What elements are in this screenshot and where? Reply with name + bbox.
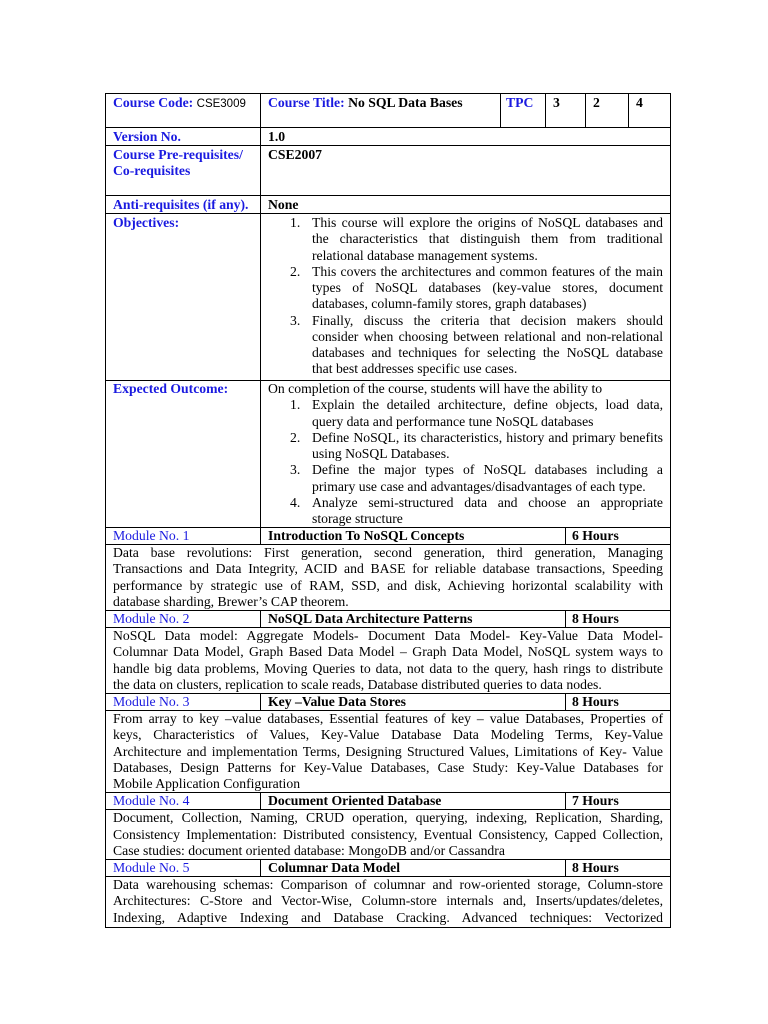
module-3-hours: 8 Hours bbox=[565, 694, 670, 710]
module-2-description-line: NoSQL Data model: Aggregate Models- Document Data Model- Key-Value Data Model- bbox=[113, 628, 663, 643]
tpc-credits: 4 bbox=[628, 94, 670, 127]
module-3-header-row bbox=[106, 694, 670, 711]
module-2-description-line: handle big data problems, Moving Queries to data, not data to the query, hash rings to distribute bbox=[113, 660, 663, 676]
objectives-list bbox=[260, 214, 670, 380]
module-3-description-line: Databases, Design Patterns for Key-Value Databases, Case Study: Key-Value Databases for bbox=[113, 759, 663, 775]
module-5-title: Columnar Data Model bbox=[260, 860, 565, 876]
module-3-number: Module No. 3 bbox=[113, 694, 190, 709]
objective-text-line: relational database management systems. bbox=[312, 247, 538, 263]
prerequisites-row bbox=[106, 146, 670, 196]
tpc-theory: 3 bbox=[545, 94, 585, 127]
outcome-cell bbox=[260, 381, 670, 527]
prerequisites-label: Course Pre-requisites/ Co-requisites bbox=[113, 147, 243, 179]
objective-item-1 bbox=[268, 215, 663, 264]
objective-text-line: This course will explore the origins of NoSQL databases and bbox=[312, 215, 663, 230]
objectives-row bbox=[106, 214, 670, 381]
prerequisites-value: CSE2007 bbox=[260, 146, 670, 195]
module-2-description bbox=[106, 628, 670, 694]
module-1-description-line: performance by strategic use of RAM, SSD, and disk, Achieving horizontal scalability with bbox=[113, 577, 663, 593]
outcome-intro: On completion of the course, students will have the ability to bbox=[268, 381, 603, 396]
module-1-title: Introduction To NoSQL Concepts bbox=[260, 528, 565, 544]
objective-text-line: This covers the architectures and common features of the main bbox=[312, 263, 663, 279]
module-5-description-line: Indexing, Adaptive Indexing and Database Cracking. Advanced techniques: Vectorized bbox=[113, 909, 663, 925]
outcome-text-line: Define the major types of NoSQL databases including a bbox=[312, 462, 663, 478]
outcome-number: 1. bbox=[290, 397, 301, 413]
outcome-number: 3. bbox=[290, 462, 301, 478]
module-5-description-line: Data warehousing schemas: Comparison of columnar and row-oriented storage, Column-store bbox=[113, 877, 663, 892]
module-5-description bbox=[106, 877, 670, 928]
course-title-label: Course Title: bbox=[268, 95, 345, 110]
module-2-hours: 8 Hours bbox=[565, 611, 670, 627]
course-title: No SQL Data Bases bbox=[348, 95, 463, 110]
objective-text bbox=[312, 313, 663, 378]
objective-number: 2. bbox=[290, 263, 301, 279]
outcome-text bbox=[312, 495, 663, 528]
objective-text-line: that best addresses specific use cases. bbox=[312, 361, 518, 377]
module-2-title: NoSQL Data Architecture Patterns bbox=[260, 611, 565, 627]
objective-number: 1. bbox=[290, 215, 301, 230]
objective-item-3 bbox=[268, 313, 663, 378]
outcome-item-3 bbox=[268, 462, 663, 495]
outcome-list bbox=[268, 397, 663, 527]
outcome-item-4 bbox=[268, 495, 663, 528]
objective-number: 3. bbox=[290, 312, 301, 328]
course-table bbox=[105, 93, 671, 928]
outcome-item-1 bbox=[268, 397, 663, 430]
course-code-label: Course Code: bbox=[113, 95, 194, 110]
module-2-description-line: Columnar Data Model, Graph Based Data Model – Graph Data Model, NoSQL system ways to bbox=[113, 644, 663, 660]
module-1-description-line: database sharding, Brewer’s CAP theorem. bbox=[113, 593, 349, 609]
objective-text-line: databases and techniques for selecting the NoSQL database bbox=[312, 345, 663, 360]
module-1-hours: 6 Hours bbox=[565, 528, 670, 544]
outcome-number: 4. bbox=[290, 494, 301, 510]
antirequisites-label: Anti-requisites (if any). bbox=[113, 197, 249, 212]
module-1-header-row bbox=[106, 528, 670, 545]
module-2-number: Module No. 2 bbox=[113, 611, 190, 626]
version-value: 1.0 bbox=[260, 128, 670, 145]
objective-text-line: the characteristics that distinguish them from traditional bbox=[312, 231, 663, 247]
outcome-text-line: primary use case and advantages/disadvantages of each type. bbox=[312, 478, 646, 494]
module-4-description-line: Document, Collection, Naming, CRUD operation, querying, indexing, Replication, Sharding, bbox=[113, 810, 663, 826]
module-3-description-line: From array to key –value databases, Essential features of key – value Databases, Properties of bbox=[113, 711, 663, 726]
module-4-description-line: Consistency Implementation: Distributed consistency, Eventual Consistency, Capped Collection, bbox=[113, 826, 663, 842]
outcome-text-line: using NoSQL Databases. bbox=[312, 446, 450, 461]
module-4-description bbox=[106, 810, 670, 860]
outcome-label: Expected Outcome: bbox=[113, 381, 229, 396]
module-5-header-row bbox=[106, 860, 670, 877]
outcome-text-line: Analyze semi-structured data and choose an appropriate bbox=[312, 494, 663, 510]
objective-item-2 bbox=[268, 264, 663, 313]
module-3-description-line: keys, Characteristics of Values, Key-Value Database Data Modeling Terms, Key-Value bbox=[113, 727, 663, 743]
module-4-title: Document Oriented Database bbox=[260, 793, 565, 809]
course-code-cell bbox=[106, 94, 260, 127]
objective-text bbox=[312, 215, 663, 264]
outcome-text-line: query data and performance tune NoSQL databases bbox=[312, 413, 594, 429]
outcome-row bbox=[106, 381, 670, 528]
outcome-text bbox=[312, 430, 663, 463]
outcome-text bbox=[312, 397, 663, 430]
objective-text bbox=[312, 264, 663, 313]
module-3-description-line: Architecture and implementation Terms, Designing Structured Values, Limitations of Key- Value bbox=[113, 743, 663, 759]
module-1-description-line: Transactions and Data Integrity, ACID and BASE for reliable database transactions, Speeding bbox=[113, 561, 663, 577]
outcome-text-line: storage structure bbox=[312, 511, 403, 526]
module-5-hours: 8 Hours bbox=[565, 860, 670, 876]
module-5-description-line: Architectures: C-Store and Vector-Wise, Column-store internals and, Inserts/updates/deletes, bbox=[113, 893, 663, 909]
module-4-number: Module No. 4 bbox=[113, 793, 190, 809]
module-2-description-line: the data on clusters, replication to scale reads, Database distributed queries to data nodes. bbox=[113, 676, 602, 692]
course-header-row bbox=[106, 94, 670, 128]
antirequisites-row bbox=[106, 196, 670, 214]
version-label: Version No. bbox=[113, 129, 181, 144]
module-3-description-line: Mobile Application Configuration bbox=[113, 776, 301, 791]
module-1-description bbox=[106, 545, 670, 611]
tpc-practical: 2 bbox=[585, 94, 628, 127]
module-5-number: Module No. 5 bbox=[113, 860, 190, 875]
module-4-header-row bbox=[106, 793, 670, 810]
version-row bbox=[106, 128, 670, 146]
outcome-item-2 bbox=[268, 430, 663, 463]
outcome-number: 2. bbox=[290, 429, 301, 445]
module-1-number: Module No. 1 bbox=[113, 528, 190, 543]
course-title-cell bbox=[260, 94, 500, 127]
objectives-label: Objectives: bbox=[113, 215, 180, 230]
antirequisites-value: None bbox=[260, 196, 670, 213]
objective-text-line: databases, column-family stores, graph databases) bbox=[312, 296, 587, 312]
module-4-description-line: Case studies: document oriented database: MongoDB and/or Cassandra bbox=[113, 842, 505, 858]
objective-text-line: types of NoSQL databases (key-value stores, document bbox=[312, 280, 663, 295]
outcome-text bbox=[312, 462, 663, 495]
outcome-text-line: Explain the detailed architecture, define objects, load data, bbox=[312, 397, 663, 413]
module-3-description bbox=[106, 711, 670, 793]
module-1-description-line: Data base revolutions: First generation, second generation, third generation, Managing bbox=[113, 545, 663, 560]
module-2-header-row bbox=[106, 611, 670, 628]
course-code: CSE3009 bbox=[196, 98, 246, 110]
tpc-label: TPC bbox=[500, 94, 545, 127]
module-3-title: Key –Value Data Stores bbox=[260, 694, 565, 710]
module-4-hours: 7 Hours bbox=[565, 793, 670, 809]
outcome-text-line: Define NoSQL, its characteristics, history and primary benefits bbox=[312, 429, 663, 445]
objective-text-line: Finally, discuss the criteria that decision makers should bbox=[312, 312, 663, 328]
objective-text-line: consider when choosing between relational and non-relational bbox=[312, 328, 663, 344]
